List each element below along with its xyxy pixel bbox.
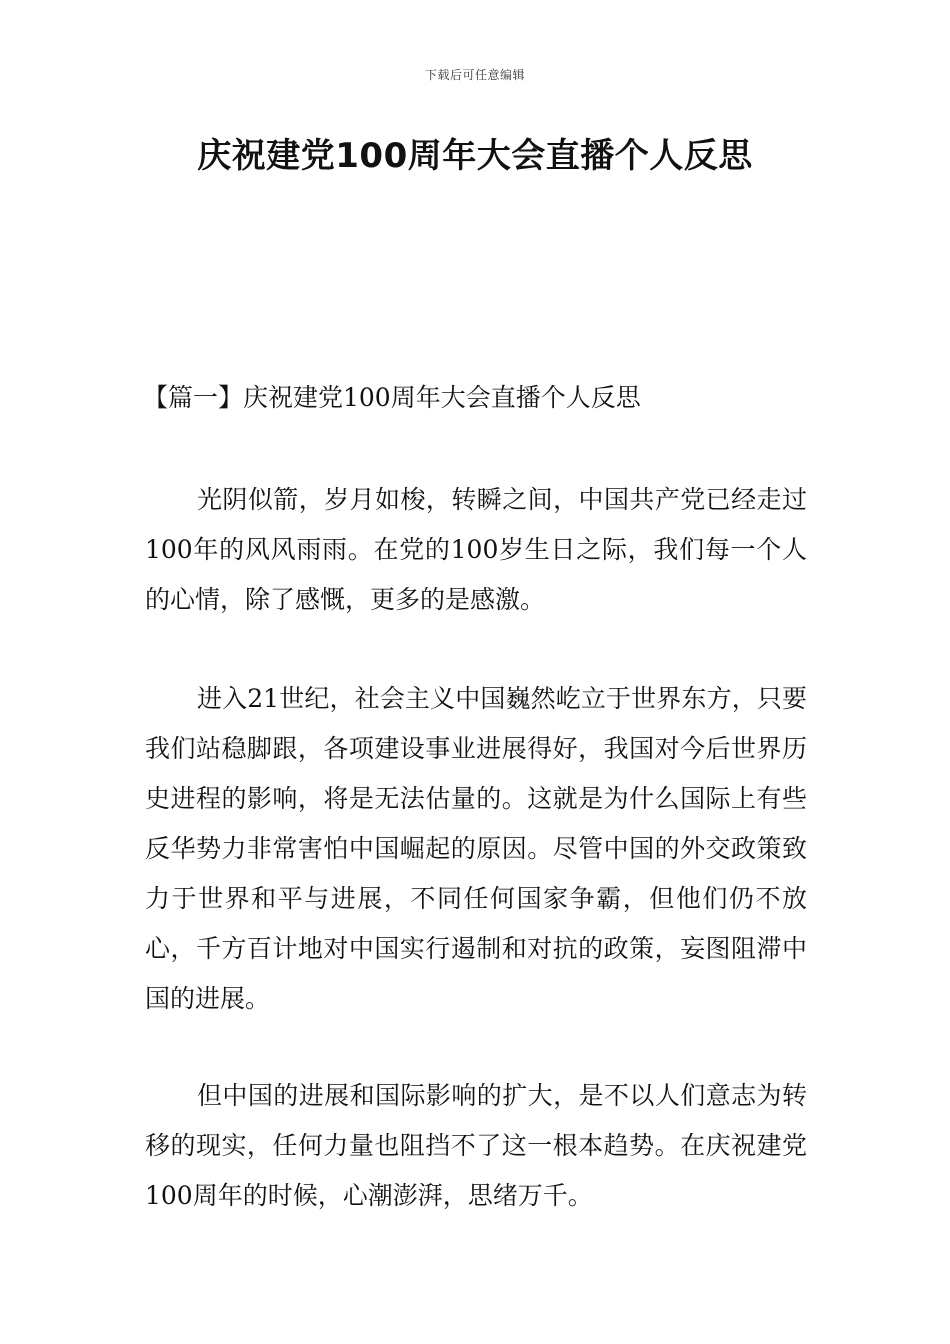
header-note: 下载后可任意编辑 xyxy=(424,68,525,82)
section-heading: 【篇一】庆祝建党100周年大会直播个人反思 xyxy=(143,383,641,412)
body-paragraph-1: 光阴似箭，岁月如梭，转瞬之间，中国共产党已经走过100年的风风雨雨。在党的100岁生日之际，我们每一个人的心情，除了感慨，更多的是感激。 xyxy=(145,485,807,614)
body-paragraph-3: 但中国的进展和国际影响的扩大，是不以人们意志为转移的现实，任何力量也阻挡不了这一根本趋势。在庆祝建党100周年的时候，心潮澎湃，思绪万千。 xyxy=(145,1081,807,1210)
page-title: 庆祝建党100周年大会直播个人反思 xyxy=(197,136,753,176)
body-paragraph-2: 进入21世纪，社会主义中国巍然屹立于世界东方，只要我们站稳脚跟，各项建设事业进展得好，我国对今后世界历史进程的影响，将是无法估量的。这就是为什么国际上有些反华势力非常害怕中国崛起的原因。尽管中国的外交政策致力于世界和平与进展，不同任何国家争霸，但他们仍不放心，千方百计地对中国实行遏制和对抗的政策，妄图阻滞中国的进展。 xyxy=(145,684,807,1013)
